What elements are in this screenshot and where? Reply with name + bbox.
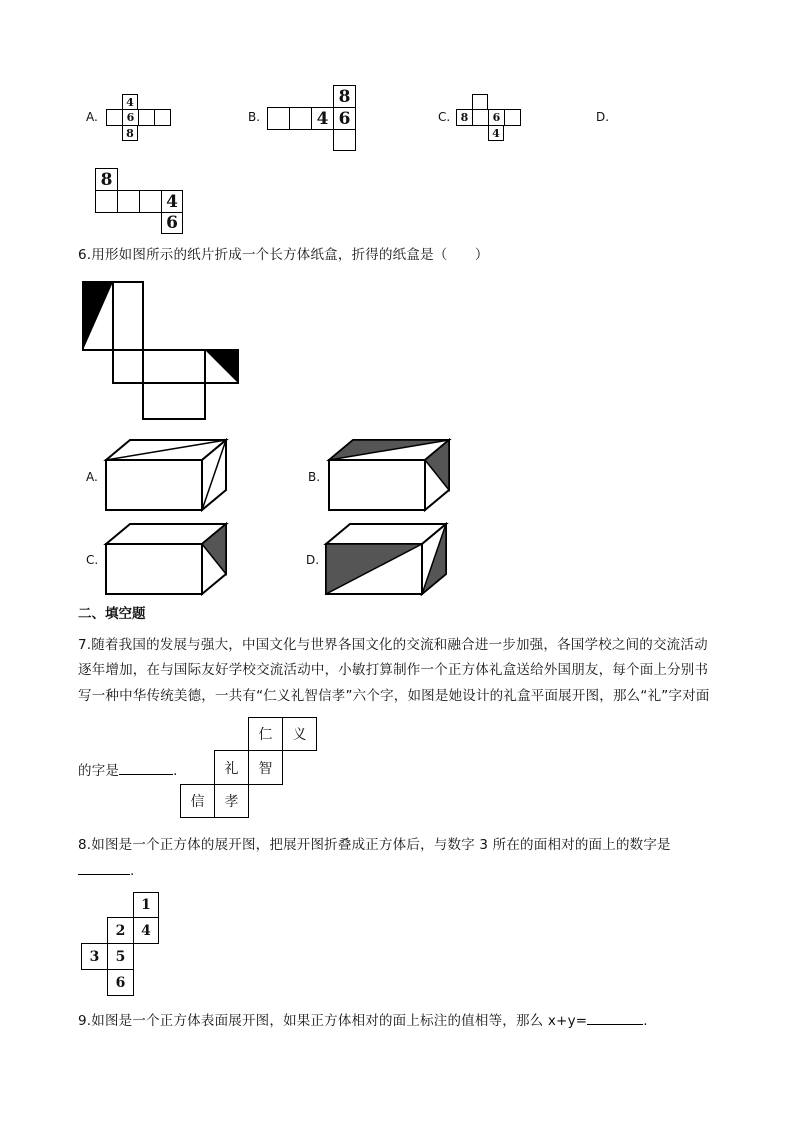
q7-prompt: 的字是: [78, 763, 120, 779]
net-cell: [95, 190, 118, 213]
q9-line: [78, 1008, 648, 1034]
net-cell: [289, 107, 312, 130]
net-cell: [267, 107, 290, 130]
net-cell: 6: [488, 109, 505, 126]
net-cell: [117, 190, 140, 213]
net-cell: 3: [81, 943, 108, 970]
net-cell: 2: [107, 917, 134, 944]
q7-period: .: [173, 763, 178, 779]
net-cell: [138, 109, 155, 126]
q6-option-d-label: D.: [306, 553, 320, 567]
net-cell: 6: [333, 107, 356, 130]
q6-option-a-label: A.: [86, 470, 98, 484]
q6-text: 6.用形如图所示的纸片折成一个长方体纸盒，折得的纸盒是（ ）: [78, 247, 489, 263]
net-cell: 4: [133, 917, 159, 944]
section-heading: 二、填空题: [78, 606, 146, 622]
q7-answer-blank[interactable]: [119, 774, 173, 775]
net-cell-yi: 义: [282, 717, 317, 751]
net-cell: 6: [107, 969, 134, 996]
q9-period: .: [643, 1013, 648, 1029]
option-c-label: C.: [438, 110, 451, 124]
net-cell-ren: 仁: [248, 717, 283, 751]
net-cell: 5: [107, 943, 134, 970]
net-cell: [333, 129, 356, 151]
net-cell-xin: 信: [180, 784, 215, 818]
net-cell-zhi: 智: [248, 750, 283, 785]
net-cell: 6: [122, 109, 139, 126]
q6-box-b[interactable]: [327, 438, 452, 514]
q7-line-4: [78, 758, 178, 784]
q6-net-figure: [82, 281, 242, 421]
net-cell-xiao: 孝: [214, 784, 249, 818]
net-cell: 4: [311, 107, 334, 130]
net-cell: [106, 109, 123, 126]
q8-line-1: 8.如图是一个正方体的展开图，把展开图折叠成正方体后，与数字 3 所在的面相对的面上的数字是: [78, 837, 671, 853]
net-cell: [472, 94, 488, 110]
net-cell: [154, 109, 171, 126]
net-cell: [472, 109, 489, 126]
option-d-label: D.: [596, 110, 610, 124]
q7-line-3: 写一种中华传统美德，一共有“仁义礼智信孝”六个字，如图是她设计的礼盒平面展开图，那么“礼”字对面: [78, 688, 710, 704]
q7-line-1: 7.随着我国的发展与强大，中国文化与世界各国文化的交流和融合进一步加强，各国学校之间的交流活动: [78, 637, 708, 653]
net-cell: 4: [488, 125, 504, 141]
q6-box-a[interactable]: [104, 438, 229, 514]
net-cell: 4: [161, 190, 183, 213]
q8-line-2: [78, 858, 135, 884]
q6-option-b-label: B.: [308, 470, 321, 484]
option-b-label: B.: [248, 110, 261, 124]
net-cell: 8: [456, 109, 473, 126]
net-cell: 6: [161, 212, 183, 234]
q8-period: .: [130, 863, 135, 879]
net-cell: 8: [95, 168, 118, 191]
q6-option-c-label: C.: [86, 553, 99, 567]
q6-box-c[interactable]: [104, 522, 229, 598]
q9-text: 9.如图是一个正方体表面展开图，如果正方体相对的面上标注的值相等，那么 x+y=: [78, 1013, 588, 1029]
net-cell: [504, 109, 521, 126]
q6-box-d[interactable]: [324, 522, 449, 598]
net-cell-li: 礼: [214, 750, 249, 785]
net-cell: [139, 190, 162, 213]
q8-answer-blank[interactable]: [78, 874, 130, 875]
option-a-label: A.: [86, 110, 98, 124]
net-cell: 1: [133, 892, 159, 918]
q7-line-2: 逐年增加，在与国际友好学校交流活动中，小敏打算制作一个正方体礼盒送给外国朋友，每个面上分别书: [78, 662, 709, 678]
net-cell: 8: [122, 125, 138, 141]
net-cell: 4: [122, 94, 138, 110]
net-cell: 8: [333, 85, 356, 108]
q9-answer-blank[interactable]: [587, 1024, 643, 1025]
